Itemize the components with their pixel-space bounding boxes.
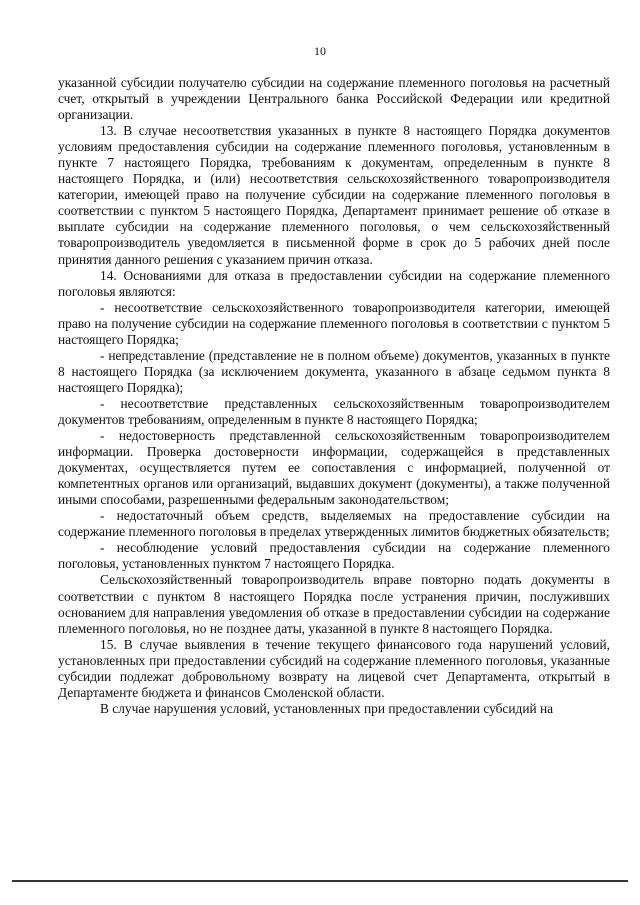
page-bottom-rule xyxy=(12,880,628,882)
paragraph-item-15: 15. В случае выявления в течение текущего финансового года нарушений условий, установленных при предоставлении субсидий на содержание племенного поголовья, указанные субсидии подлежат добровольному возврату на лицевой счет Департамента, открытый в Департаменте бюджета и финансов Смоленской области. xyxy=(58,636,610,700)
list-item-unreliable-info: - недостоверность представленной сельскохозяйственным товаропроизводителем информации. Проверка достоверности информации, содержащейся в представленных документах, осуществляется путем ее сопоставления с информацией, полученной от компетентных органов или организаций, выдавших документ (документы), а также полученной иными способами, разрешенными федеральным законодательством; xyxy=(58,428,610,508)
paragraph-violation-case: В случае нарушения условий, установленных при предоставлении субсидий на xyxy=(100,700,554,716)
page-number: 10 xyxy=(314,44,326,58)
list-item-documents-missing: - непредставление (представление не в полном объеме) документов, указанных в пункте 8 настоящего Порядка (за исключением документа, указанного в абзаце седьмом пункта 8 настоящего Порядка); xyxy=(58,347,610,395)
list-item-conditions-violation: - несоблюдение условий предоставления субсидии на содержание племенного поголовья, установленных пунктом 7 настоящего Порядка. xyxy=(58,540,610,572)
paragraph-continuation: указанной субсидии получателю субсидии на содержание племенного поголовья на расчетный счет, открытый в учреждении Центрального банка Российской Федерации или кредитной организации. xyxy=(58,75,610,123)
paragraph-item-14: 14. Основаниями для отказа в предоставлении субсидии на содержание племенного поголовья являются: xyxy=(58,267,610,299)
paragraph-resubmission: Сельскохозяйственный товаропроизводитель вправе повторно подать документы в соответствии с пунктом 8 настоящего Порядка после устранения причин, послуживших основанием для направления уведомления об отказе в предоставлении субсидии на содержание племенного поголовья, но не позднее даты, указанной в пункте 8 настоящего Порядка. xyxy=(58,572,610,636)
list-item-insufficient-funds: - недостаточный объем средств, выделяемых на предоставление субсидии на содержание племенного поголовья в пределах утвержденных лимитов бюджетных обязательств; xyxy=(58,508,610,540)
list-item-category-mismatch: - несоответствие сельскохозяйственного товаропроизводителя категории, имеющей право на получение субсидии на содержание племенного поголовья в соответствии с пунктом 5 настоящего Порядка; xyxy=(58,299,610,347)
paragraph-item-13: 13. В случае несоответствия указанных в пункте 8 настоящего Порядка документов условиям предоставления субсидии на содержание племенного поголовья, установленным в пункте 7 настоящего Порядка, требованиям к документам, определенным в пункте 8 настоящего Порядка, и (или) несоответствия сельскохозяйственного товаропроизводителя категории, имеющей право на получение субсидии на содержание племенного поголовья в соответствии с пунктом 5 настоящего Порядка, Департамент принимает решение об отказе в выплате субсидии на содержание племенного поголовья, о чем сельскохозяйственный товаропроизводитель уведомляется в письменной форме в срок до 5 рабочих дней после принятия данного решения с указанием причин отказа. xyxy=(58,123,610,267)
list-item-documents-noncompliant: - несоответствие представленных сельскохозяйственным товаропроизводителем документов требованиям, определенным в пункте 8 настоящего Порядка; xyxy=(58,395,610,427)
document-body xyxy=(58,75,610,717)
